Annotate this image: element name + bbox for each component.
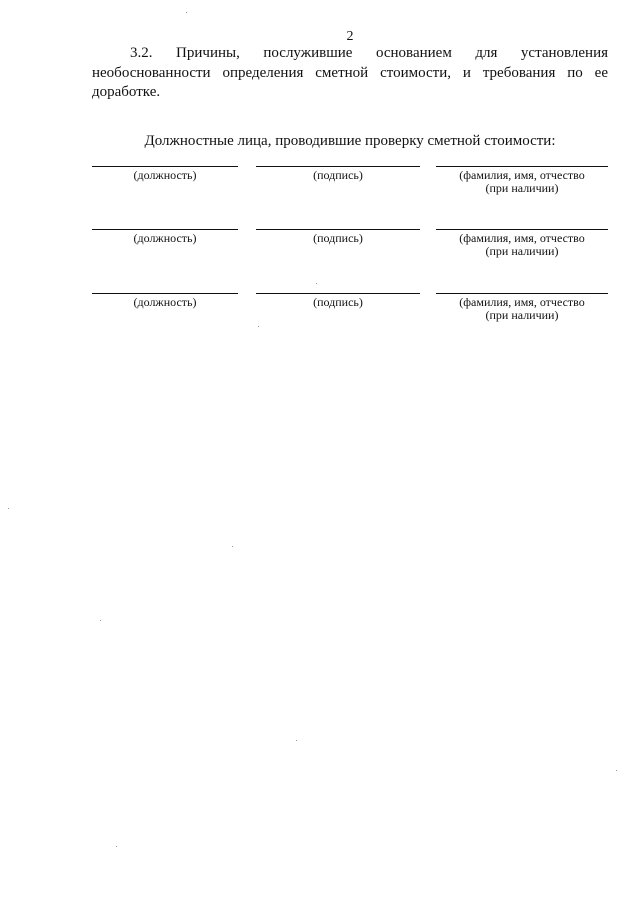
scan-speck [258, 326, 259, 327]
full-name-field [436, 166, 608, 195]
full-name-field [436, 229, 608, 258]
signature-row [0, 166, 640, 206]
scan-speck [296, 740, 297, 741]
paragraph-line: доработке. [92, 84, 161, 100]
signature-row [0, 293, 640, 333]
full-name-line [436, 166, 608, 167]
full-name-caption: (фамилия, имя, отчество [459, 168, 585, 182]
position-field [92, 229, 238, 245]
full-name-caption-note: (при наличии) [485, 181, 559, 195]
position-caption: (должность) [133, 168, 197, 182]
scan-speck [186, 12, 187, 13]
full-name-line [436, 229, 608, 230]
signature-field [256, 293, 420, 309]
page-number: 2 [346, 29, 354, 44]
full-name-caption-note: (при наличии) [485, 244, 559, 258]
full-name-caption-note: (при наличии) [485, 308, 559, 322]
section-3-2-paragraph [92, 44, 608, 103]
scan-speck [8, 508, 9, 509]
position-caption: (должность) [133, 295, 197, 309]
signature-row [0, 229, 640, 269]
paragraph-line: необоснованности определения сметной стоимости, и требования по ее [92, 64, 608, 81]
scan-speck [232, 546, 233, 547]
position-line [92, 229, 238, 230]
scan-speck [116, 846, 117, 847]
signature-caption: (подпись) [313, 295, 363, 309]
paragraph-line: 3.2. Причины, послужившие основанием для установления [130, 45, 608, 61]
scan-speck [100, 620, 101, 621]
position-caption: (должность) [133, 231, 197, 245]
position-field [92, 166, 238, 182]
full-name-field [436, 293, 608, 322]
signature-field [256, 229, 420, 245]
officials-heading: Должностные лица, проводившие проверку сметной стоимости: [144, 133, 556, 149]
full-name-caption: (фамилия, имя, отчество [459, 295, 585, 309]
signature-caption: (подпись) [313, 168, 363, 182]
signature-line [256, 293, 420, 294]
signature-line [256, 229, 420, 230]
position-line [92, 293, 238, 294]
signature-caption: (подпись) [313, 231, 363, 245]
full-name-caption: (фамилия, имя, отчество [459, 231, 585, 245]
scan-speck [616, 770, 617, 771]
full-name-line [436, 293, 608, 294]
signature-line [256, 166, 420, 167]
signature-field [256, 166, 420, 182]
position-field [92, 293, 238, 309]
scan-speck [316, 283, 317, 284]
position-line [92, 166, 238, 167]
